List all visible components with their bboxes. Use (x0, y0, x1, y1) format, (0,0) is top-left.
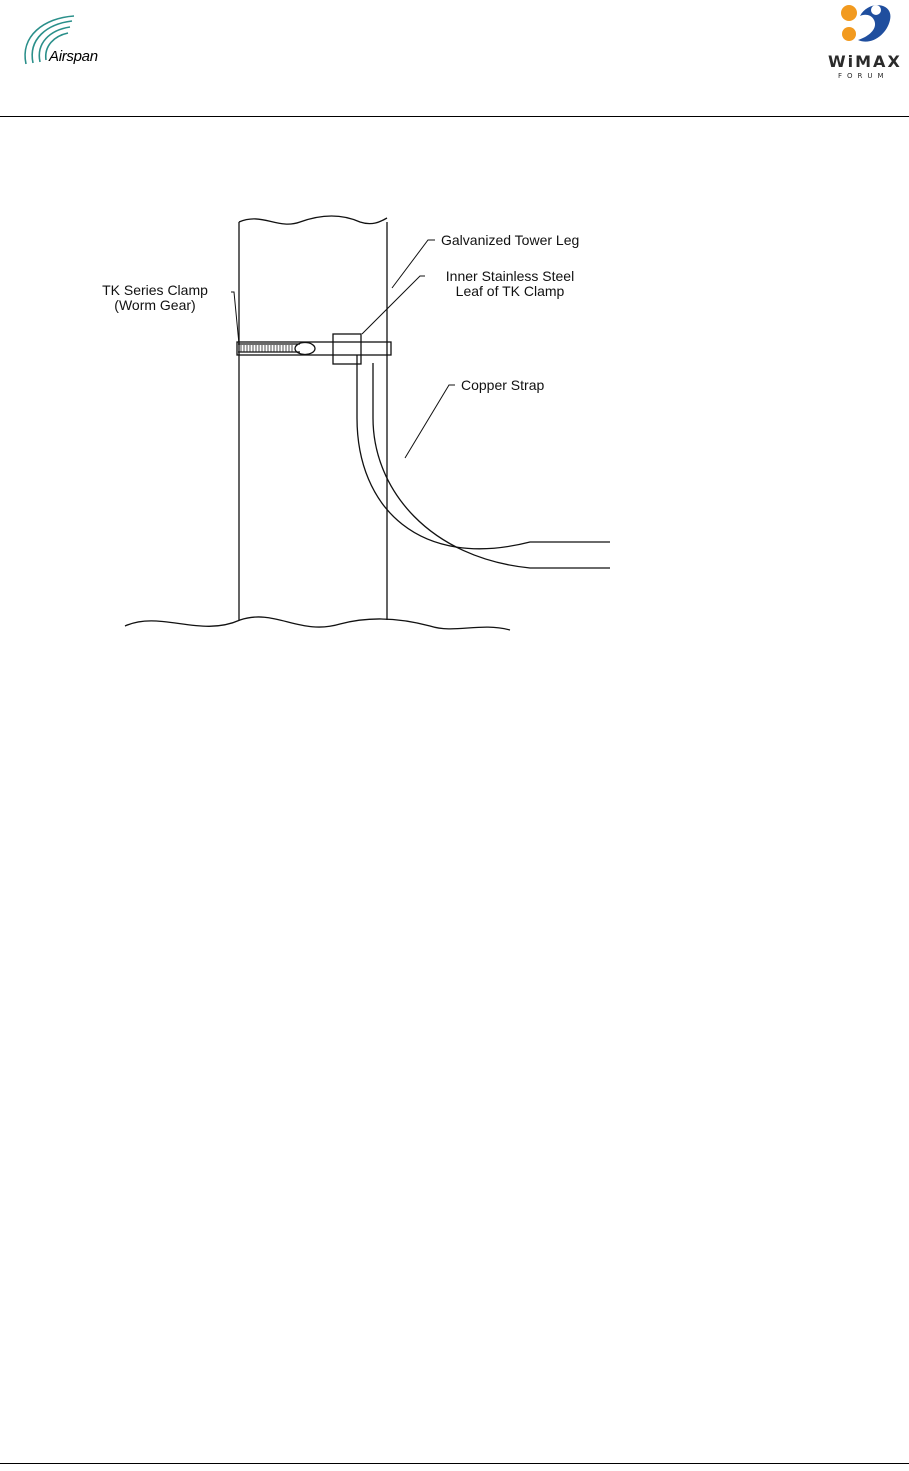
label-inner-stainless-leaf (428, 269, 592, 299)
page-header (0, 0, 909, 118)
label-copper-strap: Copper Strap (461, 377, 545, 393)
wimax-forum-logo (820, 0, 909, 90)
label-inner-leaf-line2: Leaf of TK Clamp (455, 283, 565, 299)
tower-leg (239, 216, 387, 620)
airspan-logo (14, 12, 154, 72)
grounding-clamp-figure (0, 118, 909, 678)
leader-inner-leaf (362, 276, 425, 334)
leader-copper-strap (405, 385, 455, 458)
label-inner-leaf-line1: Inner Stainless Steel (445, 268, 575, 284)
tk-clamp-band (237, 342, 391, 355)
ground-line (125, 617, 510, 630)
label-tk-clamp-line1: TK Series Clamp (102, 282, 208, 298)
label-tk-series-clamp (75, 283, 235, 313)
footer-divider (0, 1463, 909, 1464)
wimax-forum-subtext: FORUM (838, 72, 889, 80)
wimax-mark-icon (838, 0, 898, 52)
wimax-wordmark: WiMAX (828, 52, 902, 71)
grounding-clamp-drawing (0, 118, 909, 678)
header-divider (0, 116, 909, 117)
airspan-wordmark: Airspan (49, 48, 98, 65)
label-tk-clamp-line2: (Worm Gear) (114, 297, 196, 313)
worm-gear-hatching (241, 345, 292, 352)
label-galvanized-tower-leg: Galvanized Tower Leg (441, 232, 580, 248)
